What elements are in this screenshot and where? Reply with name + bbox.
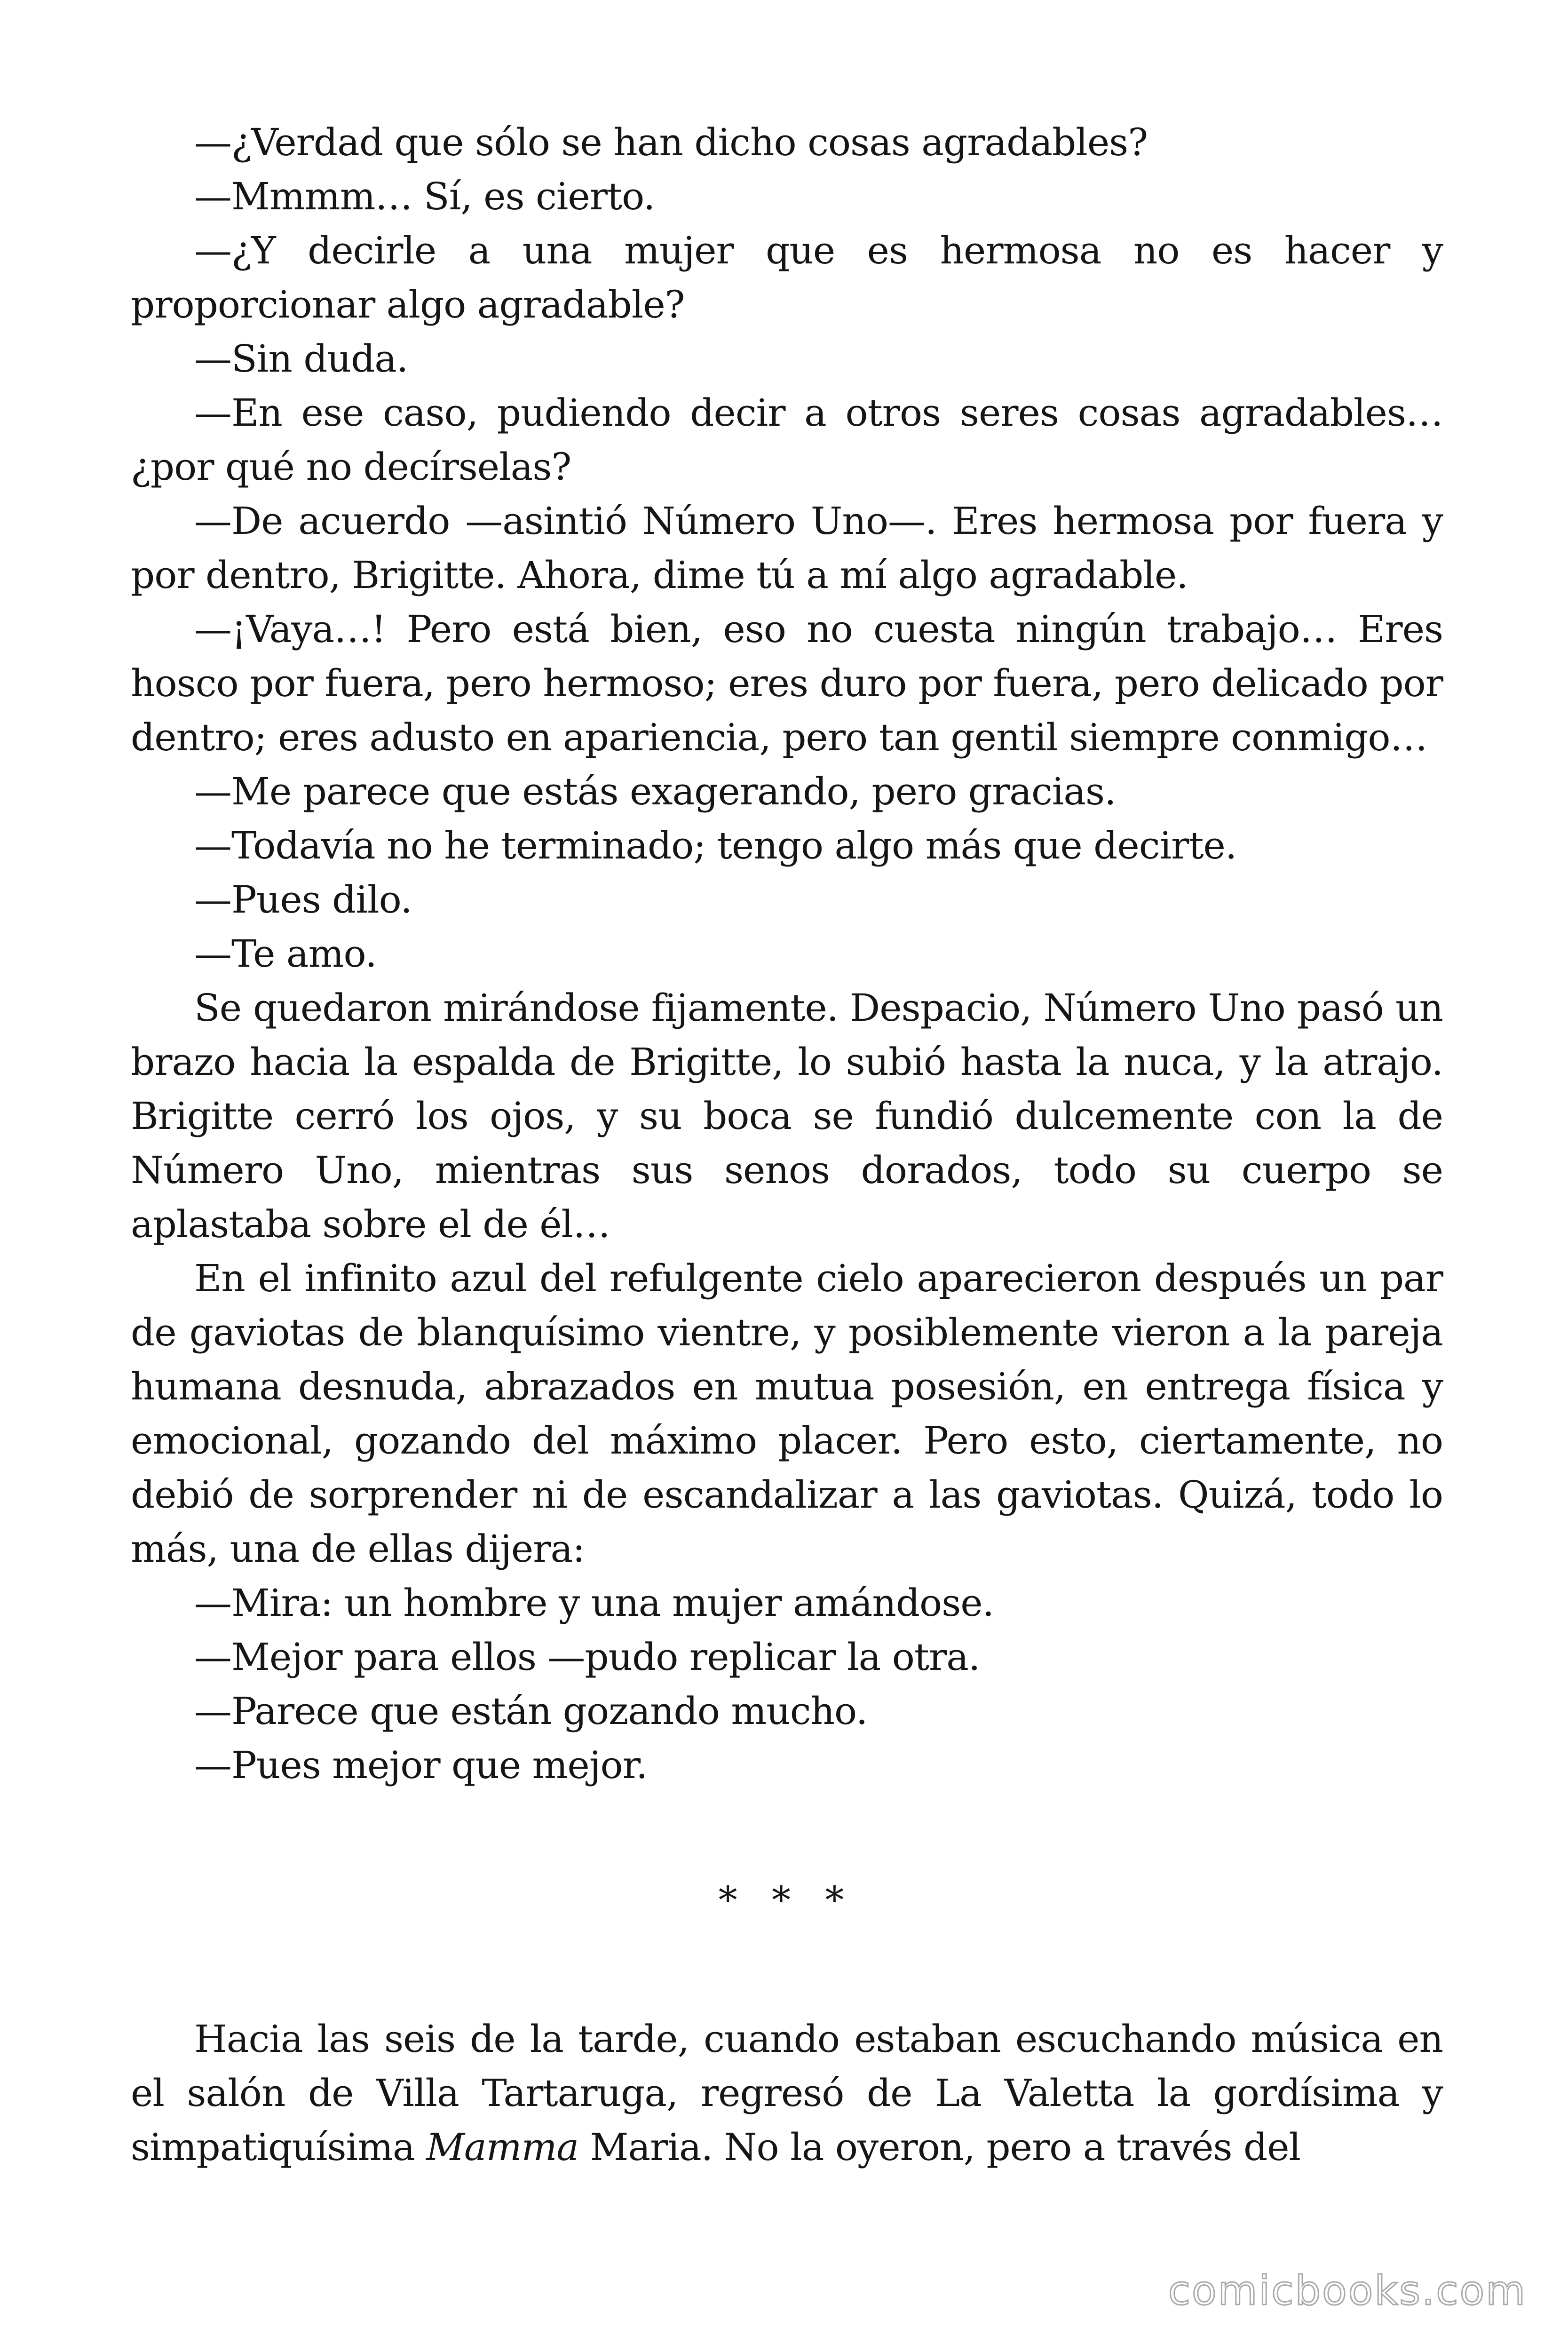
- paragraph: En el infinito azul del refulgente cielo aparecieron después un par de gaviotas de blanquísimo vientre, y posiblemente vieron a la pareja humana desnuda, abrazados en mutua posesión, en entrega física y emocional, gozando del máximo placer. Pero esto, ciertamente, no debió de sorprender ni de escandalizar a las gaviotas. Quizá, todo lo más, una de ellas dijera:: [131, 1256, 1443, 1571]
- paragraph: —En ese caso, pudiendo decir a otros seres cosas agradables… ¿por qué no decírselas?: [131, 391, 1443, 489]
- final-paragraph: [131, 2012, 1443, 2174]
- paragraph: —Me parece que estás exagerando, pero gracias.: [194, 770, 1116, 813]
- paragraph: —¡Vaya…! Pero está bien, eso no cuesta ningún trabajo… Eres hosco por fuera, pero hermoso; eres duro por fuera, pero delicado por dentro; eres adusto en apariencia, pero tan gentil siempre conmigo…: [131, 607, 1443, 759]
- italic-word: Mamma: [426, 2125, 579, 2169]
- body-text: [131, 115, 1443, 1792]
- paragraph: —Te amo.: [194, 932, 377, 976]
- paragraph: —Todavía no he terminado; tengo algo más que decirte.: [194, 824, 1237, 867]
- paragraph: —Sin duda.: [194, 337, 408, 381]
- paragraph: —Parece que están gozando mucho.: [194, 1689, 868, 1733]
- scene-separator: * * *: [718, 1878, 855, 1922]
- final-paragraph-end: Maria. No la oyeron, pero a través del: [578, 2125, 1301, 2169]
- paragraph: Se quedaron mirándose fijamente. Despacio, Número Uno pasó un brazo hacia la espalda de Brigitte, lo subió hasta la nuca, y la atrajo. Brigitte cerró los ojos, y su boca se fundió dulcemente con la de Número Uno, mientras sus senos dorados, todo su cuerpo se aplastaba sobre el de él…: [131, 986, 1443, 1246]
- book-page: [131, 115, 1443, 2174]
- paragraph: —Pues dilo.: [194, 878, 412, 922]
- watermark-logo: comicbooks.com: [1168, 2267, 1527, 2314]
- paragraph: —¿Verdad que sólo se han dicho cosas agradables?: [194, 120, 1148, 164]
- paragraph: —Mira: un hombre y una mujer amándose.: [194, 1581, 994, 1625]
- paragraph: —De acuerdo —asintió Número Uno—. Eres hermosa por fuera y por dentro, Brigitte. Ahora, dime tú a mí algo agradable.: [131, 499, 1443, 597]
- final-paragraph-start: Hacia las seis de la tarde, cuando estaban escuchando música en el salón de Villa Tartaruga, regresó de La Valetta la gordísima y simpatiquísima: [131, 2017, 1443, 2169]
- paragraph: —¿Y decirle a una mujer que es hermosa no es hacer y proporcionar algo agradable?: [131, 229, 1443, 326]
- paragraph: —Pues mejor que mejor.: [194, 1743, 648, 1787]
- paragraph: —Mmmm… Sí, es cierto.: [194, 175, 655, 218]
- paragraph: —Mejor para ellos —pudo replicar la otra.: [194, 1635, 980, 1679]
